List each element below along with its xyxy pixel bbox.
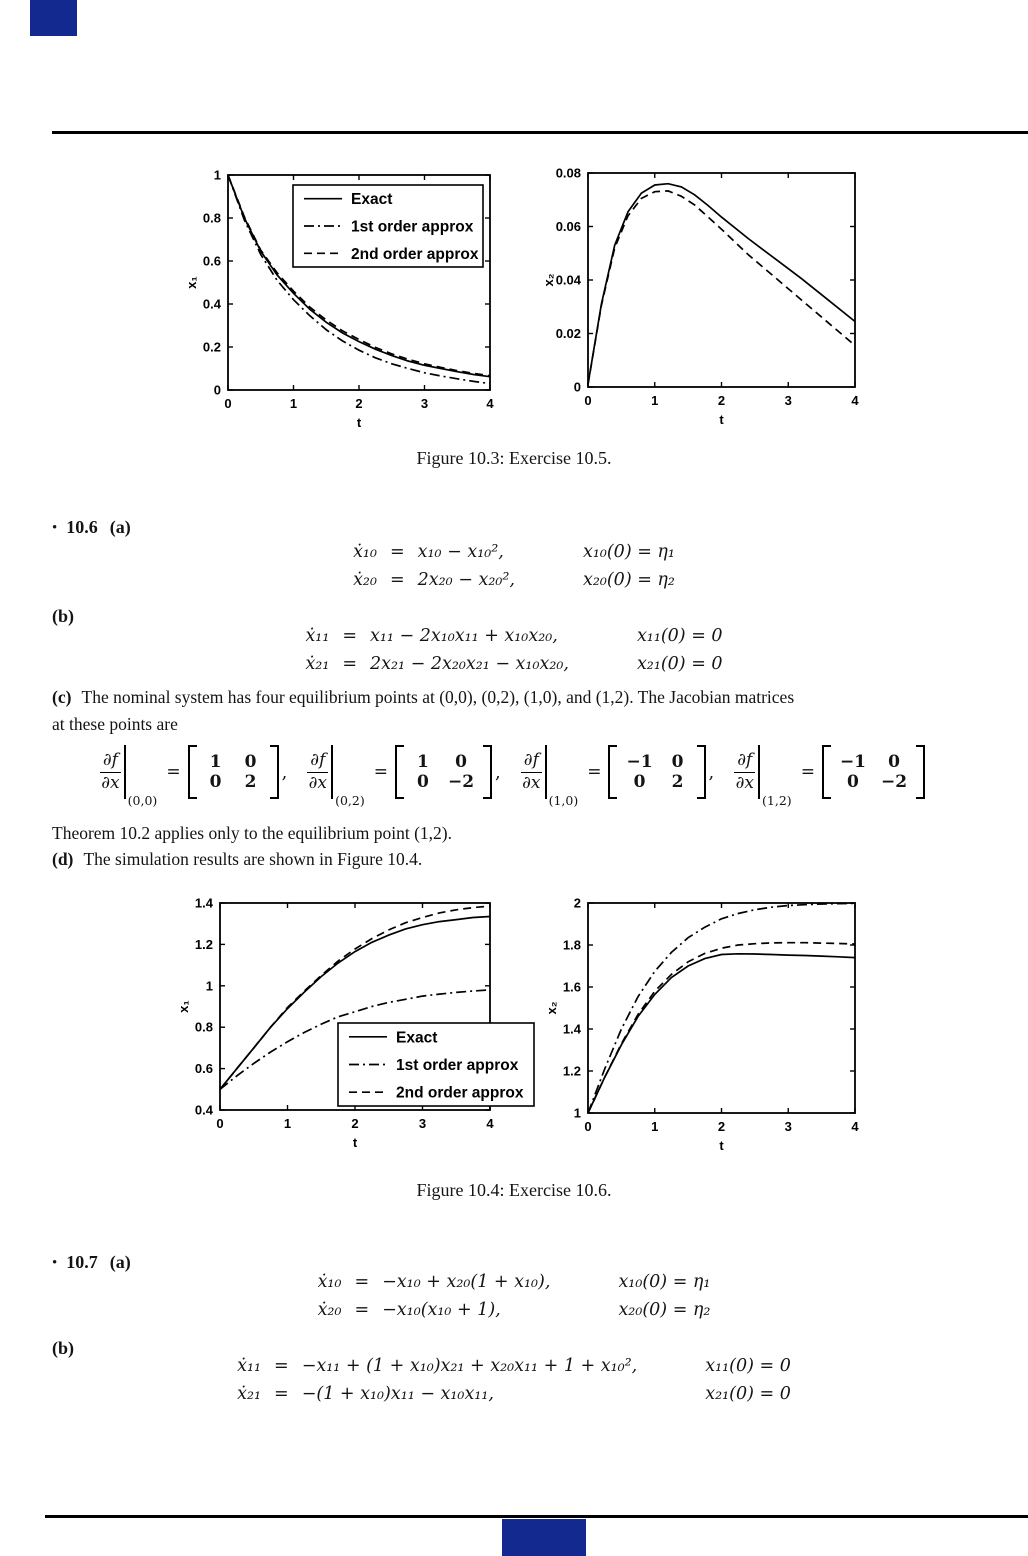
- svg-text:2: 2: [717, 393, 726, 408]
- svg-text:0.06: 0.06: [555, 219, 581, 234]
- equals-sign: =: [373, 762, 388, 782]
- matrix-2x2: 1 0 0 −2: [417, 752, 475, 792]
- svg-text:2: 2: [351, 1116, 359, 1131]
- svg-text:1st order approx: 1st order approx: [351, 218, 474, 236]
- right-bracket: [916, 745, 925, 799]
- equations-10-6b: [0, 622, 1028, 678]
- svg-text:2nd order approx: 2nd order approx: [396, 1084, 524, 1102]
- svg-text:4: 4: [486, 396, 494, 411]
- svg-text:1: 1: [213, 167, 221, 183]
- part-b-label: (b): [52, 606, 74, 626]
- section-10-6-header: [52, 517, 131, 538]
- svg-text:0.4: 0.4: [202, 296, 221, 312]
- svg-text:t: t: [352, 1135, 358, 1150]
- eq-rhs: −x₁₀ + x₂₀(1 + x₁₀),: [382, 1272, 551, 1292]
- eq-sign: =: [389, 570, 405, 590]
- equals-sign: =: [166, 762, 181, 782]
- svg-text:x₂: x₂: [541, 273, 556, 287]
- eq-rhs: 2x₂₁ − 2x₂₀x₂₁ − x₁₀x₂₀,: [370, 654, 569, 674]
- svg-text:0.6: 0.6: [194, 1061, 213, 1077]
- eq-lhs: ẋ₁₀: [317, 1272, 342, 1292]
- header-rule: [52, 131, 1028, 134]
- jacobian-block: [100, 745, 288, 808]
- eq-lhs: ẋ₂₁: [237, 1384, 262, 1404]
- left-bracket: [188, 745, 197, 799]
- eq-rhs: −x₁₁ + (1 + x₁₀)x₂₁ + x₂₀x₁₁ + 1 + x₁₀²,: [301, 1356, 638, 1376]
- svg-text:3: 3: [420, 396, 429, 411]
- figure-10-4-right-plot: [543, 891, 870, 1159]
- matrix-2x2: −1 0 0 2: [626, 752, 684, 792]
- svg-text:4: 4: [486, 1116, 494, 1131]
- equals-sign: =: [800, 762, 815, 782]
- eq-sign: =: [274, 1384, 289, 1404]
- eq-ic: x₁₀(0) = η₁: [582, 542, 675, 562]
- eq-rhs: 2x₂₀ − x₂₀²,: [417, 570, 515, 590]
- eq-ic: x₁₁(0) = 0: [636, 626, 723, 646]
- partial-fraction: $\frac{\partial f}{\partial x}$: [101, 749, 120, 793]
- svg-text:1.4: 1.4: [562, 1021, 581, 1037]
- right-bracket: [483, 745, 492, 799]
- eq-lhs: ẋ₁₁: [237, 1356, 262, 1376]
- footer-rule: [45, 1515, 1028, 1518]
- svg-text:0: 0: [573, 379, 581, 395]
- eq-sign: =: [342, 654, 358, 674]
- separator: ,: [708, 761, 715, 783]
- svg-text:0.8: 0.8: [194, 1019, 213, 1035]
- svg-text:t: t: [356, 415, 362, 429]
- svg-text:0: 0: [216, 1116, 224, 1131]
- part-c-text-line2: at these points are: [52, 714, 178, 734]
- eq-ic: x₁₀(0) = η₁: [618, 1272, 711, 1292]
- svg-text:4: 4: [851, 1119, 859, 1134]
- svg-text:2: 2: [717, 1119, 726, 1134]
- svg-text:0: 0: [584, 1119, 592, 1134]
- svg-text:1.4: 1.4: [194, 895, 213, 911]
- part-c-label: (c): [52, 687, 72, 707]
- bullet-icon: •: [52, 520, 58, 536]
- eq-sign: =: [354, 1272, 370, 1292]
- bullet-icon: •: [52, 1255, 58, 1271]
- eq-sign: =: [342, 626, 358, 646]
- part-d-text: The simulation results are shown in Figure 10.4.: [83, 849, 423, 869]
- part-c-paragraph: [52, 684, 1012, 738]
- svg-text:0.08: 0.08: [555, 165, 581, 181]
- svg-text:3: 3: [784, 1119, 792, 1134]
- part-a-label: (a): [109, 517, 131, 537]
- eq-rhs: −x₁₀(x₁₀ + 1),: [382, 1300, 501, 1320]
- caption-text: Figure 10.4: Exercise 10.6.: [416, 1180, 612, 1200]
- redaction-box-bottom: [502, 1519, 586, 1556]
- svg-text:0.4: 0.4: [194, 1102, 213, 1118]
- svg-text:1: 1: [573, 1105, 581, 1121]
- svg-text:t: t: [719, 412, 724, 427]
- eq-ic: x₂₀(0) = η₂: [618, 1300, 711, 1320]
- eq-rhs: −(1 + x₁₀)x₁₁ − x₁₀x₁₁,: [301, 1384, 494, 1404]
- svg-text:1.2: 1.2: [562, 1063, 581, 1079]
- partial-fraction: $\frac{\partial f}{\partial x}$: [522, 749, 541, 793]
- svg-text:1.2: 1.2: [194, 936, 213, 952]
- svg-text:0.2: 0.2: [202, 339, 221, 355]
- eq-sign: =: [389, 542, 405, 562]
- figure-10-3-left-plot: [183, 163, 505, 429]
- svg-text:x₂: x₂: [544, 1001, 559, 1015]
- svg-text:1: 1: [289, 396, 298, 411]
- eq-rhs: x₁₁ − 2x₁₀x₁₁ + x₁₀x₂₀,: [370, 626, 558, 646]
- separator: ,: [495, 761, 501, 783]
- section-number: 10.6: [66, 517, 98, 537]
- eq-ic: x₂₁(0) = 0: [705, 1384, 791, 1404]
- separator: ,: [281, 761, 288, 783]
- equals-sign: =: [587, 762, 602, 782]
- jacobian-block: [521, 745, 715, 808]
- redaction-box-top: [30, 0, 77, 36]
- left-bracket: [822, 745, 831, 799]
- equations-10-7b: [0, 1352, 1028, 1408]
- svg-text:0.6: 0.6: [202, 253, 221, 269]
- jacobian-matrices: [0, 745, 1028, 808]
- left-bracket: [395, 745, 404, 799]
- eq-rhs: x₁₀ − x₁₀²,: [417, 542, 504, 562]
- svg-text:Exact: Exact: [396, 1029, 438, 1047]
- part-d-paragraph: [52, 846, 1012, 873]
- svg-text:1: 1: [651, 1119, 659, 1134]
- partial-fraction: $\frac{\partial f}{\partial x}$: [308, 749, 328, 793]
- svg-text:4: 4: [851, 393, 859, 408]
- svg-text:x₁: x₁: [176, 1000, 191, 1013]
- equations-10-6a: [0, 538, 1028, 594]
- svg-text:0: 0: [224, 396, 232, 411]
- svg-text:0.04: 0.04: [555, 272, 581, 288]
- svg-text:0: 0: [584, 393, 592, 408]
- eq-sign: =: [274, 1356, 289, 1376]
- svg-text:2nd order approx: 2nd order approx: [351, 245, 479, 263]
- theorem-note: Theorem 10.2 applies only to the equilibrium point (1,2).: [52, 823, 452, 843]
- svg-text:1: 1: [651, 393, 659, 408]
- caption-text: Figure 10.3: Exercise 10.5.: [416, 448, 612, 468]
- partial-fraction: $\frac{\partial f}{\partial x}$: [735, 749, 754, 793]
- evaluation-bar: (0,2): [331, 745, 364, 799]
- part-d-label: (d): [52, 849, 74, 869]
- matrix-2x2: 1 0 0 2: [209, 752, 257, 792]
- svg-text:2: 2: [355, 396, 363, 411]
- svg-text:3: 3: [418, 1116, 427, 1131]
- evaluation-bar: (1,0): [545, 745, 578, 799]
- part-c-text-line1: The nominal system has four equilibrium points at (0,0), (0,2), (1,0), and (1,2). The Jacobian matrices: [81, 687, 795, 707]
- figure-10-4-caption: [0, 1180, 1028, 1201]
- svg-text:1.6: 1.6: [562, 979, 581, 995]
- svg-text:0.8: 0.8: [202, 210, 221, 226]
- eq-lhs: ẋ₂₀: [317, 1300, 342, 1320]
- equations-10-7a: [0, 1268, 1028, 1324]
- svg-text:1: 1: [283, 1116, 292, 1131]
- svg-text:0: 0: [213, 382, 221, 398]
- section-number: 10.7: [66, 1252, 98, 1272]
- jacobian-block: [734, 745, 928, 808]
- figure-10-3-caption: [0, 448, 1028, 469]
- eq-lhs: ẋ₁₀: [353, 542, 377, 562]
- svg-text:Exact: Exact: [351, 191, 393, 209]
- eq-sign: =: [354, 1300, 370, 1320]
- left-bracket: [608, 745, 617, 799]
- svg-text:0.02: 0.02: [555, 326, 581, 341]
- jacobian-block: [307, 745, 501, 808]
- eq-lhs: ẋ₂₁: [305, 654, 330, 674]
- eq-ic: x₁₁(0) = 0: [705, 1356, 791, 1376]
- figure-10-3-right-plot: [540, 161, 870, 429]
- matrix-2x2: −1 0 0 −2: [839, 752, 908, 792]
- svg-text:1: 1: [205, 978, 213, 994]
- svg-text:1.8: 1.8: [562, 937, 581, 953]
- eq-lhs: ẋ₂₀: [353, 570, 377, 590]
- svg-text:t: t: [719, 1138, 724, 1153]
- part-a-label: (a): [109, 1252, 131, 1272]
- svg-text:1st order approx: 1st order approx: [396, 1057, 519, 1074]
- right-bracket: [697, 745, 706, 799]
- svg-text:2: 2: [573, 895, 581, 911]
- figure-10-4-left-plot: [175, 891, 537, 1155]
- eq-ic: x₂₁(0) = 0: [636, 654, 723, 674]
- svg-text:x₁: x₁: [184, 276, 199, 289]
- part-b-label: (b): [52, 1338, 74, 1358]
- evaluation-bar: (0,0): [124, 745, 157, 799]
- right-bracket: [270, 745, 279, 799]
- eq-lhs: ẋ₁₁: [305, 626, 330, 646]
- eq-ic: x₂₀(0) = η₂: [582, 570, 675, 590]
- svg-text:3: 3: [784, 393, 792, 408]
- evaluation-bar: (1,2): [758, 745, 791, 799]
